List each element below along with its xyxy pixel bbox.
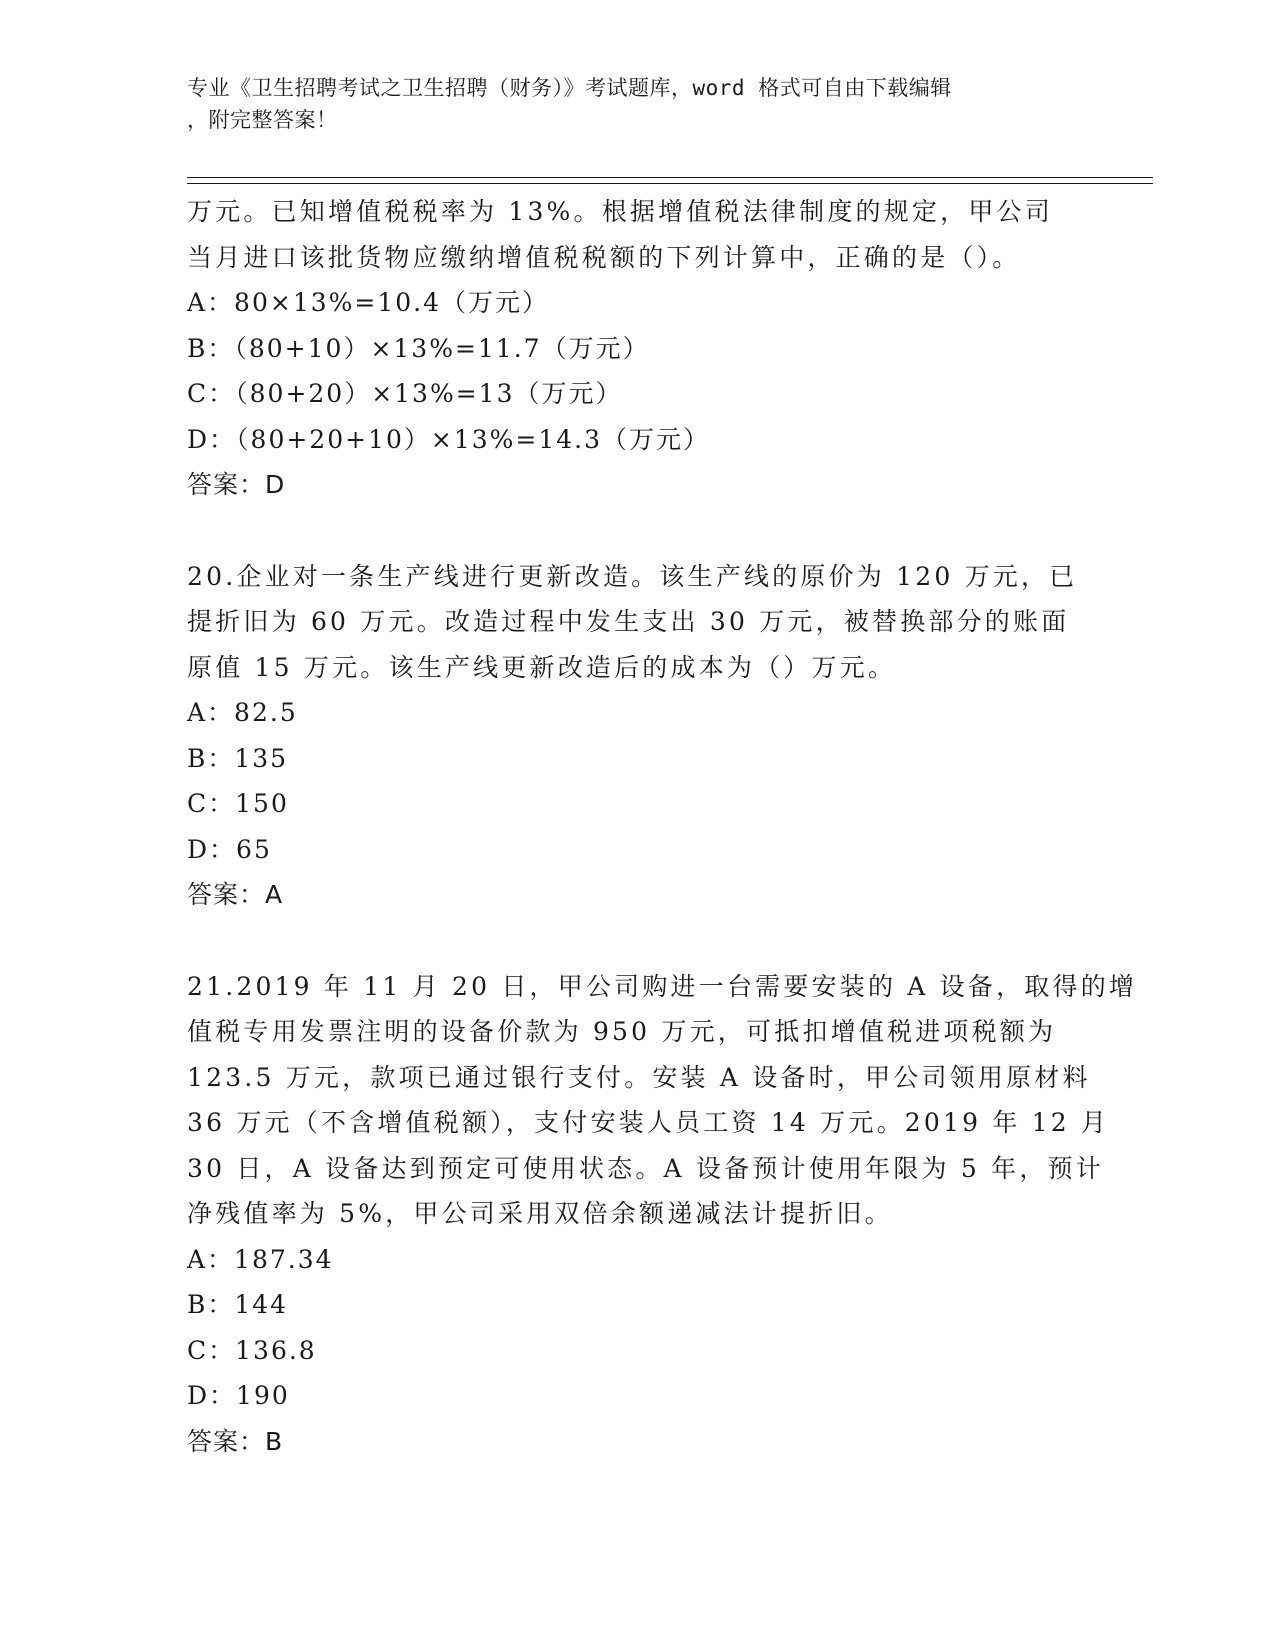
option-a: A：80×13%=10.4（万元） xyxy=(187,288,549,317)
option-c: C：136.8 xyxy=(187,1335,317,1365)
question-stem-line: 原值 15 万元。该生产线更新改造后的成本为（）万元。 xyxy=(187,652,897,682)
option-c: C：（80+20）×13%=13（万元） xyxy=(187,379,623,408)
question-stem-line: 36 万元（不含增值税额），支付安装人员工资 14 万元。2019 年 12 月 xyxy=(187,1108,1110,1137)
header-line: 专业《卫生招聘考试之卫生招聘（财务）》考试题库，word 格式可自由下载编辑 xyxy=(187,76,952,100)
question-stem-line: 净残值率为 5%，甲公司采用双倍余额递减法计提折旧。 xyxy=(187,1199,893,1228)
question-stem-line: 提折旧为 60 万元。改造过程中发生支出 30 万元，被替换部分的账面 xyxy=(187,607,1070,636)
question-stem-line: 123.5 万元，款项已通过银行支付。安装 A 设备时，甲公司领用原材料 xyxy=(187,1062,1091,1092)
header-divider xyxy=(187,177,1153,178)
option-b: B：144 xyxy=(187,1290,289,1319)
question-stem-line: 值税专用发票注明的设备价款为 950 万元，可抵扣增值税进项税额为 xyxy=(187,1017,1057,1046)
option-d: D：（80+20+10）×13%=14.3（万元） xyxy=(187,424,710,454)
question-block xyxy=(187,964,1138,1465)
page-header xyxy=(187,72,1087,136)
option-d: D：65 xyxy=(187,834,272,864)
question-stem-line: 万元。已知增值税税率为 13%。根据增值税法律制度的规定，甲公司 xyxy=(187,197,1053,226)
question-stem-line: 当月进口该批货物应缴纳增值税税额的下列计算中，正确的是（）。 xyxy=(187,242,1021,272)
question-stem-line: 30 日，A 设备达到预定可使用状态。A 设备预计使用年限为 5 年，预计 xyxy=(187,1153,1104,1183)
answer-line: 答案：D xyxy=(187,470,286,499)
question-list xyxy=(187,189,1138,1464)
option-d: D：190 xyxy=(187,1381,290,1410)
answer-line: 答案：A xyxy=(187,880,284,909)
question-block xyxy=(187,554,1087,918)
header-divider xyxy=(187,183,1153,184)
option-c: C：150 xyxy=(187,789,289,818)
question-stem-line: 20.企业对一条生产线进行更新改造。该生产线的原价为 120 万元，已 xyxy=(187,561,1078,591)
header-line: ，附完整答案！ xyxy=(187,108,338,132)
option-a: A：82.5 xyxy=(187,698,298,727)
option-b: B：（80+10）×13%=11.7（万元） xyxy=(187,333,650,363)
question-stem-line: 21.2019 年 11 月 20 日，甲公司购进一台需要安装的 A 设备，取得的增 xyxy=(187,971,1138,1001)
option-b: B：135 xyxy=(187,743,289,773)
option-a: A：187.34 xyxy=(187,1244,334,1274)
answer-line: 答案：B xyxy=(187,1426,284,1456)
question-block xyxy=(187,189,1087,508)
